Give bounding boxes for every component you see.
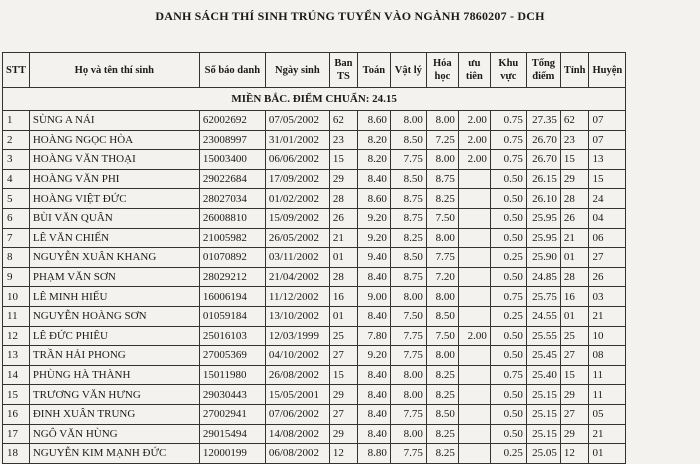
cell-toan: 9.00 <box>357 287 390 307</box>
cell-khuvuc: 0.25 <box>490 306 526 326</box>
cell-name: NGUYỄN KIM MẠNH ĐỨC <box>29 444 199 464</box>
cell-ban: 15 <box>329 150 357 170</box>
cell-vatly: 8.50 <box>390 248 426 268</box>
cell-hoahoc: 8.25 <box>426 424 458 444</box>
cell-huyen: 04 <box>589 208 626 228</box>
cell-name: ĐINH XUÂN TRUNG <box>29 404 199 424</box>
table-row <box>3 169 626 189</box>
cell-uutien <box>458 444 490 464</box>
cell-sbd: 29030443 <box>199 385 265 405</box>
cell-toan: 8.40 <box>357 169 390 189</box>
cell-name: HOÀNG VĂN THOẠI <box>29 150 199 170</box>
cell-hoahoc: 8.00 <box>426 228 458 248</box>
section-label: MIỀN BẮC. ĐIỂM CHUẨN: 24.15 <box>3 88 626 111</box>
cell-dob: 06/06/2002 <box>265 150 329 170</box>
cell-ban: 01 <box>329 306 357 326</box>
cell-khuvuc: 0.50 <box>490 326 526 346</box>
cell-tinh: 29 <box>560 424 589 444</box>
cell-sbd: 29015494 <box>199 424 265 444</box>
cell-sbd: 26008810 <box>199 208 265 228</box>
header-khuvuc: Khu vực <box>490 53 526 88</box>
cell-khuvuc: 0.50 <box>490 208 526 228</box>
cell-khuvuc: 0.75 <box>490 287 526 307</box>
cell-huyen: 21 <box>589 424 626 444</box>
cell-khuvuc: 0.50 <box>490 189 526 209</box>
cell-stt: 11 <box>3 306 30 326</box>
cell-tongdiem: 25.05 <box>526 444 560 464</box>
cell-dob: 12/03/1999 <box>265 326 329 346</box>
cell-hoahoc: 8.25 <box>426 365 458 385</box>
cell-tongdiem: 24.85 <box>526 267 560 287</box>
cell-sbd: 62002692 <box>199 111 265 131</box>
table-row <box>3 346 626 366</box>
cell-vatly: 7.75 <box>390 150 426 170</box>
cell-toan: 8.80 <box>357 444 390 464</box>
cell-khuvuc: 0.75 <box>490 111 526 131</box>
cell-tongdiem: 25.15 <box>526 404 560 424</box>
cell-ban: 25 <box>329 326 357 346</box>
cell-toan: 8.40 <box>357 424 390 444</box>
cell-ban: 62 <box>329 111 357 131</box>
cell-stt: 14 <box>3 365 30 385</box>
cell-tongdiem: 25.40 <box>526 365 560 385</box>
cell-uutien <box>458 287 490 307</box>
header-dob: Ngày sinh <box>265 53 329 88</box>
cell-toan: 9.40 <box>357 248 390 268</box>
cell-dob: 06/08/2002 <box>265 444 329 464</box>
cell-tinh: 28 <box>560 267 589 287</box>
cell-uutien <box>458 248 490 268</box>
cell-tinh: 25 <box>560 326 589 346</box>
section-row <box>3 88 626 111</box>
cell-dob: 07/06/2002 <box>265 404 329 424</box>
cell-sbd: 01059184 <box>199 306 265 326</box>
cell-hoahoc: 7.50 <box>426 326 458 346</box>
cell-toan: 8.40 <box>357 267 390 287</box>
table-row <box>3 150 626 170</box>
cell-tinh: 29 <box>560 385 589 405</box>
cell-stt: 10 <box>3 287 30 307</box>
cell-toan: 8.40 <box>357 365 390 385</box>
cell-uutien <box>458 267 490 287</box>
cell-tongdiem: 25.55 <box>526 326 560 346</box>
cell-huyen: 07 <box>589 130 626 150</box>
cell-tinh: 62 <box>560 111 589 131</box>
header-vatly: Vật lý <box>390 53 426 88</box>
cell-dob: 11/12/2002 <box>265 287 329 307</box>
cell-dob: 15/05/2001 <box>265 385 329 405</box>
cell-khuvuc: 0.75 <box>490 365 526 385</box>
header-tongdiem: Tổng điểm <box>526 53 560 88</box>
cell-sbd: 28027034 <box>199 189 265 209</box>
cell-dob: 31/01/2002 <box>265 130 329 150</box>
cell-stt: 4 <box>3 169 30 189</box>
cell-vatly: 8.75 <box>390 189 426 209</box>
cell-khuvuc: 0.25 <box>490 444 526 464</box>
cell-uutien: 2.00 <box>458 130 490 150</box>
cell-hoahoc: 8.00 <box>426 346 458 366</box>
cell-huyen: 26 <box>589 267 626 287</box>
cell-ban: 01 <box>329 248 357 268</box>
cell-name: TRẦN HẢI PHONG <box>29 346 199 366</box>
cell-stt: 7 <box>3 228 30 248</box>
cell-toan: 7.80 <box>357 326 390 346</box>
cell-vatly: 7.75 <box>390 326 426 346</box>
table-row <box>3 189 626 209</box>
table-row <box>3 130 626 150</box>
cell-hoahoc: 8.25 <box>426 444 458 464</box>
cell-uutien <box>458 306 490 326</box>
cell-stt: 3 <box>3 150 30 170</box>
cell-huyen: 13 <box>589 150 626 170</box>
cell-stt: 8 <box>3 248 30 268</box>
cell-huyen: 03 <box>589 287 626 307</box>
table-header-row <box>3 53 626 88</box>
cell-uutien <box>458 424 490 444</box>
document-title: DANH SÁCH THÍ SINH TRÚNG TUYỂN VÀO NGÀNH 7860207 - DCH <box>155 9 545 23</box>
cell-uutien <box>458 365 490 385</box>
cell-stt: 1 <box>3 111 30 131</box>
cell-name: NGUYỄN XUÂN KHANG <box>29 248 199 268</box>
cell-sbd: 16006194 <box>199 287 265 307</box>
cell-sbd: 27002941 <box>199 404 265 424</box>
cell-sbd: 21005982 <box>199 228 265 248</box>
cell-dob: 03/11/2002 <box>265 248 329 268</box>
cell-khuvuc: 0.50 <box>490 346 526 366</box>
cell-tongdiem: 25.95 <box>526 208 560 228</box>
cell-stt: 13 <box>3 346 30 366</box>
cell-vatly: 7.50 <box>390 306 426 326</box>
cell-huyen: 06 <box>589 228 626 248</box>
cell-huyen: 05 <box>589 404 626 424</box>
cell-vatly: 8.25 <box>390 228 426 248</box>
header-ban: Ban TS <box>329 53 357 88</box>
cell-tinh: 27 <box>560 404 589 424</box>
cell-toan: 8.20 <box>357 150 390 170</box>
cell-tongdiem: 25.45 <box>526 346 560 366</box>
cell-tongdiem: 25.15 <box>526 424 560 444</box>
cell-tinh: 12 <box>560 444 589 464</box>
cell-tinh: 15 <box>560 365 589 385</box>
cell-huyen: 01 <box>589 444 626 464</box>
cell-khuvuc: 0.50 <box>490 424 526 444</box>
cell-toan: 8.60 <box>357 111 390 131</box>
cell-huyen: 08 <box>589 346 626 366</box>
header-huyen: Huyện <box>589 53 626 88</box>
table-row <box>3 385 626 405</box>
cell-sbd: 25016103 <box>199 326 265 346</box>
cell-name: PHẠM VĂN SƠN <box>29 267 199 287</box>
cell-toan: 9.20 <box>357 228 390 248</box>
cell-hoahoc: 8.00 <box>426 287 458 307</box>
cell-toan: 8.40 <box>357 385 390 405</box>
cell-uutien <box>458 189 490 209</box>
cell-khuvuc: 0.75 <box>490 130 526 150</box>
table-row <box>3 228 626 248</box>
cell-hoahoc: 7.20 <box>426 267 458 287</box>
cell-ban: 12 <box>329 444 357 464</box>
cell-stt: 15 <box>3 385 30 405</box>
cell-tongdiem: 26.70 <box>526 150 560 170</box>
cell-ban: 15 <box>329 365 357 385</box>
cell-dob: 17/09/2002 <box>265 169 329 189</box>
cell-toan: 8.20 <box>357 130 390 150</box>
cell-hoahoc: 7.75 <box>426 248 458 268</box>
table-row <box>3 365 626 385</box>
cell-stt: 9 <box>3 267 30 287</box>
cell-toan: 8.40 <box>357 404 390 424</box>
cell-ban: 27 <box>329 404 357 424</box>
cell-huyen: 10 <box>589 326 626 346</box>
cell-stt: 5 <box>3 189 30 209</box>
cell-tongdiem: 25.75 <box>526 287 560 307</box>
cell-tongdiem: 26.70 <box>526 130 560 150</box>
cell-uutien: 2.00 <box>458 111 490 131</box>
cell-name: HOÀNG VĂN PHI <box>29 169 199 189</box>
cell-tongdiem: 26.15 <box>526 169 560 189</box>
cell-dob: 01/02/2002 <box>265 189 329 209</box>
cell-sbd: 01070892 <box>199 248 265 268</box>
admission-table <box>2 52 626 464</box>
cell-name: HOÀNG VIỆT ĐỨC <box>29 189 199 209</box>
cell-hoahoc: 8.00 <box>426 111 458 131</box>
cell-dob: 07/05/2002 <box>265 111 329 131</box>
cell-name: LÊ VĂN CHIẾN <box>29 228 199 248</box>
cell-stt: 16 <box>3 404 30 424</box>
cell-name: NGUYỄN HOÀNG SƠN <box>29 306 199 326</box>
cell-tinh: 23 <box>560 130 589 150</box>
cell-tinh: 21 <box>560 228 589 248</box>
cell-tinh: 01 <box>560 306 589 326</box>
cell-vatly: 8.00 <box>390 287 426 307</box>
header-tinh: Tỉnh <box>560 53 589 88</box>
cell-huyen: 11 <box>589 385 626 405</box>
header-sbd: Số báo danh <box>199 53 265 88</box>
table-row <box>3 287 626 307</box>
cell-khuvuc: 0.50 <box>490 267 526 287</box>
cell-hoahoc: 8.25 <box>426 189 458 209</box>
cell-khuvuc: 0.50 <box>490 385 526 405</box>
cell-name: TRƯƠNG VĂN HƯNG <box>29 385 199 405</box>
cell-uutien <box>458 228 490 248</box>
cell-sbd: 27005369 <box>199 346 265 366</box>
cell-vatly: 8.00 <box>390 424 426 444</box>
header-name: Họ và tên thí sinh <box>29 53 199 88</box>
cell-vatly: 8.50 <box>390 130 426 150</box>
cell-sbd: 15003400 <box>199 150 265 170</box>
cell-tongdiem: 27.35 <box>526 111 560 131</box>
header-toan: Toán <box>357 53 390 88</box>
header-hoahoc: Hóa học <box>426 53 458 88</box>
cell-tinh: 26 <box>560 208 589 228</box>
cell-name: NGÔ VĂN HÙNG <box>29 424 199 444</box>
table-row <box>3 444 626 464</box>
cell-dob: 21/04/2002 <box>265 267 329 287</box>
cell-tongdiem: 24.55 <box>526 306 560 326</box>
cell-toan: 9.20 <box>357 208 390 228</box>
cell-huyen: 24 <box>589 189 626 209</box>
cell-dob: 15/09/2002 <box>265 208 329 228</box>
cell-tinh: 01 <box>560 248 589 268</box>
cell-dob: 26/08/2002 <box>265 365 329 385</box>
cell-hoahoc: 7.50 <box>426 208 458 228</box>
cell-uutien <box>458 404 490 424</box>
cell-vatly: 8.00 <box>390 385 426 405</box>
cell-uutien <box>458 385 490 405</box>
cell-name: LÊ ĐỨC PHIÊU <box>29 326 199 346</box>
cell-name: BÙI VĂN QUÂN <box>29 208 199 228</box>
cell-name: SÙNG A NÁI <box>29 111 199 131</box>
cell-ban: 29 <box>329 169 357 189</box>
table-row <box>3 306 626 326</box>
cell-name: PHÙNG HÀ THÀNH <box>29 365 199 385</box>
cell-vatly: 8.50 <box>390 169 426 189</box>
cell-dob: 13/10/2002 <box>265 306 329 326</box>
table-row <box>3 326 626 346</box>
cell-hoahoc: 7.25 <box>426 130 458 150</box>
cell-sbd: 15011980 <box>199 365 265 385</box>
cell-tinh: 16 <box>560 287 589 307</box>
table-row <box>3 248 626 268</box>
cell-ban: 16 <box>329 287 357 307</box>
cell-vatly: 7.75 <box>390 444 426 464</box>
cell-huyen: 07 <box>589 111 626 131</box>
cell-vatly: 8.75 <box>390 267 426 287</box>
cell-hoahoc: 8.75 <box>426 169 458 189</box>
table-row <box>3 208 626 228</box>
cell-sbd: 12000199 <box>199 444 265 464</box>
cell-tinh: 15 <box>560 150 589 170</box>
cell-tinh: 28 <box>560 189 589 209</box>
cell-hoahoc: 8.50 <box>426 404 458 424</box>
cell-khuvuc: 0.50 <box>490 404 526 424</box>
cell-huyen: 11 <box>589 365 626 385</box>
cell-uutien: 2.00 <box>458 326 490 346</box>
cell-sbd: 29022684 <box>199 169 265 189</box>
cell-khuvuc: 0.50 <box>490 228 526 248</box>
cell-tongdiem: 25.15 <box>526 385 560 405</box>
cell-uutien <box>458 346 490 366</box>
cell-uutien <box>458 169 490 189</box>
cell-stt: 12 <box>3 326 30 346</box>
cell-huyen: 15 <box>589 169 626 189</box>
cell-khuvuc: 0.75 <box>490 150 526 170</box>
cell-stt: 6 <box>3 208 30 228</box>
cell-hoahoc: 8.25 <box>426 385 458 405</box>
cell-tinh: 27 <box>560 346 589 366</box>
cell-vatly: 8.75 <box>390 208 426 228</box>
cell-khuvuc: 0.50 <box>490 169 526 189</box>
cell-hoahoc: 8.50 <box>426 306 458 326</box>
cell-tongdiem: 25.90 <box>526 248 560 268</box>
cell-tongdiem: 26.10 <box>526 189 560 209</box>
cell-toan: 8.40 <box>357 306 390 326</box>
cell-vatly: 7.75 <box>390 346 426 366</box>
cell-ban: 27 <box>329 346 357 366</box>
cell-sbd: 28029212 <box>199 267 265 287</box>
cell-ban: 21 <box>329 228 357 248</box>
cell-khuvuc: 0.25 <box>490 248 526 268</box>
cell-toan: 9.20 <box>357 346 390 366</box>
cell-dob: 04/10/2002 <box>265 346 329 366</box>
header-stt: STT <box>3 53 30 88</box>
table-row <box>3 424 626 444</box>
cell-ban: 26 <box>329 208 357 228</box>
cell-stt: 17 <box>3 424 30 444</box>
cell-name: HOÀNG NGỌC HÒA <box>29 130 199 150</box>
cell-huyen: 27 <box>589 248 626 268</box>
cell-ban: 28 <box>329 267 357 287</box>
table-row <box>3 111 626 131</box>
cell-uutien: 2.00 <box>458 150 490 170</box>
cell-sbd: 23008997 <box>199 130 265 150</box>
header-uutien: ưu tiên <box>458 53 490 88</box>
cell-huyen: 21 <box>589 306 626 326</box>
cell-vatly: 7.75 <box>390 404 426 424</box>
cell-toan: 8.60 <box>357 189 390 209</box>
cell-vatly: 8.00 <box>390 365 426 385</box>
cell-vatly: 8.00 <box>390 111 426 131</box>
cell-tongdiem: 25.95 <box>526 228 560 248</box>
cell-stt: 18 <box>3 444 30 464</box>
cell-stt: 2 <box>3 130 30 150</box>
cell-dob: 26/05/2002 <box>265 228 329 248</box>
table-row <box>3 404 626 424</box>
cell-ban: 28 <box>329 189 357 209</box>
table-row <box>3 267 626 287</box>
cell-uutien <box>458 208 490 228</box>
cell-hoahoc: 8.00 <box>426 150 458 170</box>
cell-name: LÊ MINH HIẾU <box>29 287 199 307</box>
cell-dob: 14/08/2002 <box>265 424 329 444</box>
cell-ban: 29 <box>329 385 357 405</box>
cell-tinh: 29 <box>560 169 589 189</box>
cell-ban: 23 <box>329 130 357 150</box>
cell-ban: 29 <box>329 424 357 444</box>
